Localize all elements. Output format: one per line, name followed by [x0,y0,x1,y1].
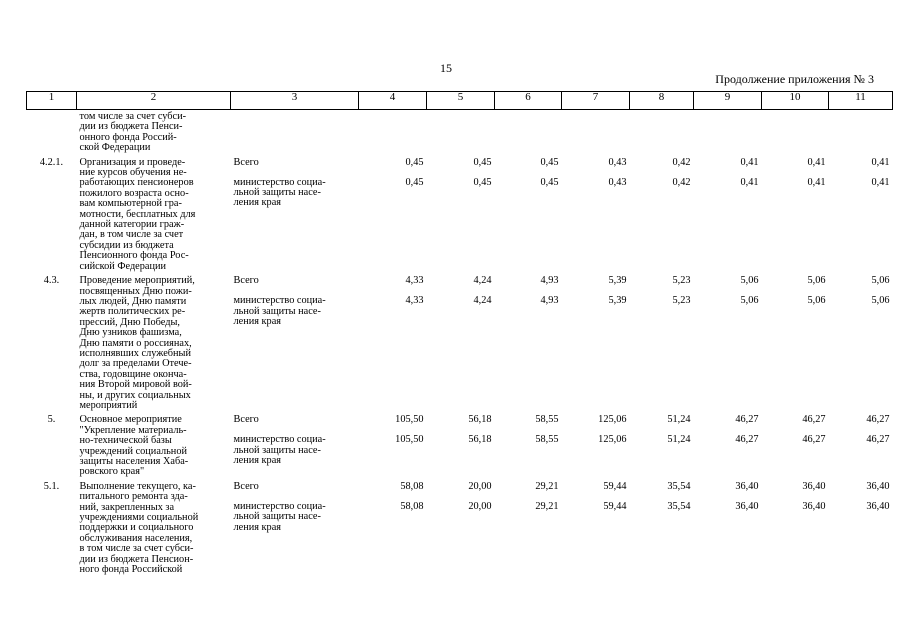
ministry-value: 59,44 [603,500,627,512]
continuation-caption: Продолжение приложения № 3 [715,72,874,86]
ministry-value: 0,43 [608,176,627,188]
ministry-value: 5,23 [672,295,691,307]
ministry-value: 5,39 [608,295,627,307]
total-value: 0,41 [740,156,759,168]
executor-ministry-label: министерство социа- льной защиты насе- ления края [233,500,326,533]
ministry-value: 0,45 [405,176,424,188]
row-code: 5. [47,414,56,426]
total-value: 0,45 [540,156,559,168]
total-value: 29,21 [535,480,559,492]
header-cell-6: 6 [495,92,562,110]
total-value [362,112,424,132]
row-code: 4.3. [43,275,60,287]
header-cell-7: 7 [562,92,630,110]
total-value: 46,27 [802,414,826,426]
total-value: 58,55 [535,414,559,426]
ministry-value: 36,40 [802,500,826,512]
header-cell-3: 3 [231,92,359,110]
total-value: 51,24 [667,414,691,426]
total-value [832,112,890,132]
ministry-value: 29,21 [535,500,559,512]
ministry-value: 46,27 [802,434,826,446]
ministry-value: 0,42 [672,176,691,188]
executor-ministry-label: министерство социа- льной защиты насе- ления края [233,295,326,327]
executor-ministry-label: министерство социа- льной защиты насе- ления края [233,434,326,467]
total-value: 59,44 [603,480,627,492]
total-value: 0,43 [608,156,627,168]
total-value: 4,24 [473,275,492,287]
ministry-value: 0,41 [740,176,759,188]
header-cell-10: 10 [762,92,829,110]
total-value: 5,06 [807,275,826,287]
total-value: 46,27 [866,414,890,426]
total-value [633,112,691,132]
total-value: 105,50 [395,414,424,426]
total-value: 56,18 [468,414,492,426]
page-number: 15 [440,61,452,75]
executor-total-label: Всего [233,414,259,426]
row-name: Организация и проведе- ние курсов обучения не- работающих пенсионеров пожилого возраста осно- вам компьютерной гра- мотности, бесплатных для данной категории граж- дан, в том числе за счет субсидии из бюджета Пенсионного фонда Рос- сийской Федерации [79,156,196,272]
ministry-value [832,132,890,144]
header-cell-5: 5 [427,92,495,110]
total-value: 5,39 [608,275,627,287]
row-code: 4.2.1. [39,156,64,168]
ministry-value: 46,27 [866,434,890,446]
ministry-value: 35,54 [667,500,691,512]
header-row [27,92,893,110]
row-name: Основное мероприятие "Укрепление материаль- но-технической базы учреждений социальной защиты населения Хаба- ровского края" [79,414,189,478]
ministry-value: 5,06 [807,295,826,307]
ministry-value [565,132,627,144]
ministry-value: 0,45 [473,176,492,188]
total-value: 46,27 [735,414,759,426]
total-value [765,112,826,132]
total-value [498,112,559,132]
ministry-value [633,132,691,144]
ministry-value [430,132,492,144]
ministry-value: 36,40 [866,500,890,512]
appendix-table [26,91,893,575]
ministry-value: 125,06 [598,434,627,446]
header-cell-2: 2 [77,92,231,110]
total-value: 35,54 [667,480,691,492]
total-value: 5,06 [871,275,890,287]
executor-total-label: Всего [233,275,259,287]
ministry-value: 51,24 [667,434,691,446]
table-row [27,110,893,154]
total-value [430,112,492,132]
table-row [27,411,893,477]
ministry-value: 58,55 [535,434,559,446]
executor-total-label [234,112,356,132]
executor-total-label: Всего [233,156,259,168]
ministry-value: 5,06 [871,295,890,307]
header-cell-4: 4 [359,92,427,110]
total-value: 125,06 [598,414,627,426]
total-value: 58,08 [400,480,424,492]
header-cell-1: 1 [27,92,77,110]
total-value: 0,45 [473,156,492,168]
row-code: 5.1. [43,480,60,492]
total-value: 4,93 [540,275,559,287]
total-value: 0,41 [871,156,890,168]
header-cell-9: 9 [694,92,762,110]
table-body [27,110,893,576]
ministry-value: 5,06 [740,295,759,307]
total-value: 36,40 [866,480,890,492]
row-name: том числе за счет субси- дии из бюджета Пенси- онного фонда Россий- ской Федерации [79,111,187,154]
row-name: Выполнение текущего, ка- питального ремонта зда- ний, закрепленных за учреждениями социальной поддержки и социального обслуживания населения, в том числе за счет субси- дии из бюджета Пенсион- ного фонда Российской [79,480,199,576]
ministry-value: 4,93 [540,295,559,307]
ministry-value: 58,08 [400,500,424,512]
executor-total-label: Всего [233,480,259,492]
header-cell-8: 8 [630,92,694,110]
row-name: Проведение мероприятий, посвященных Дню пожи- лых людей, Дню памяти жертв политических ре- прессий, Дню Победы, Дню узников фашизма, Дню памяти о россиянах, исполнявших служебный долг за пределами Отече- ства, годовщине оконча- ния Второй мировой вой- ны, и других социальных мероприятий [79,275,195,411]
total-value: 36,40 [735,480,759,492]
table-row [27,154,893,272]
total-value: 5,06 [740,275,759,287]
ministry-value: 56,18 [468,434,492,446]
ministry-value [697,132,759,144]
ministry-value: 36,40 [735,500,759,512]
ministry-value: 105,50 [395,434,424,446]
total-value [565,112,627,132]
ministry-value: 4,33 [405,295,424,307]
executor-ministry-label: министерство социа- льной защиты насе- ления края [233,176,326,209]
ministry-value: 0,41 [807,176,826,188]
ministry-value: 4,24 [473,295,492,307]
ministry-value [362,132,424,144]
total-value: 0,42 [672,156,691,168]
total-value: 0,41 [807,156,826,168]
table-row [27,478,893,576]
total-value [697,112,759,132]
total-value: 0,45 [405,156,424,168]
table-row [27,272,893,411]
ministry-value [765,132,826,144]
ministry-value: 46,27 [735,434,759,446]
total-value: 5,23 [672,275,691,287]
header-cell-11: 11 [829,92,893,110]
total-value: 36,40 [802,480,826,492]
ministry-value [498,132,559,144]
total-value: 4,33 [405,275,424,287]
total-value: 20,00 [468,480,492,492]
ministry-value: 0,45 [540,176,559,188]
ministry-value: 20,00 [468,500,492,512]
ministry-value: 0,41 [871,176,890,188]
